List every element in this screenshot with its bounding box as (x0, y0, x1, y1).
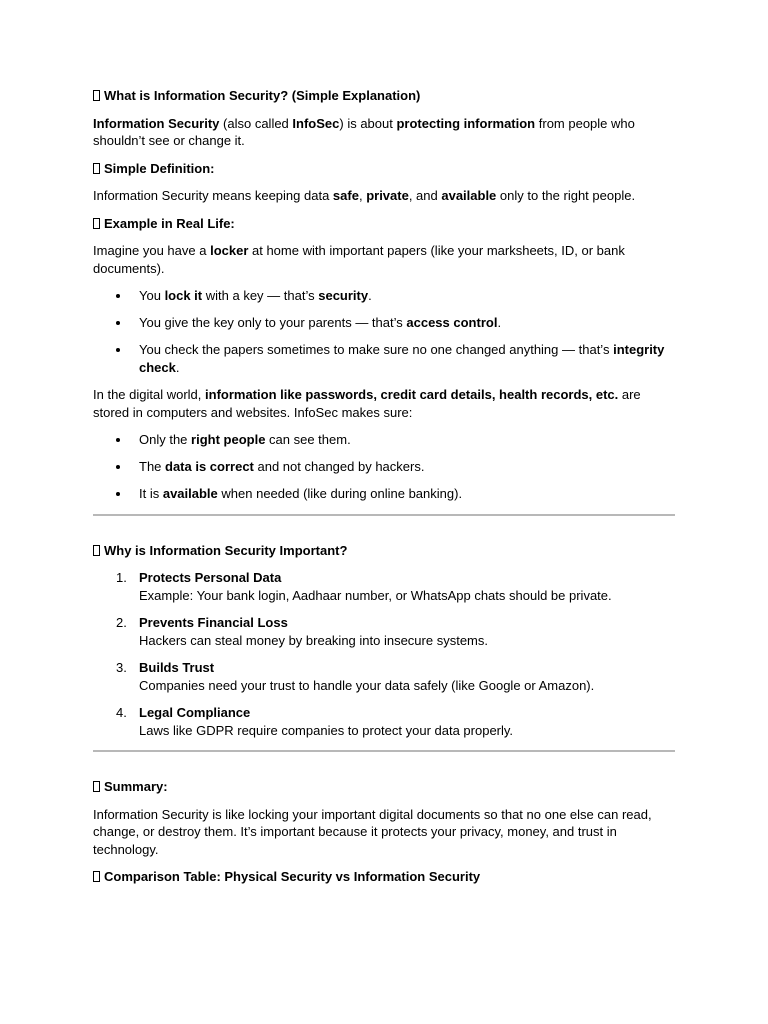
example-paragraph: Imagine you have a locker at home with important papers (like your marksheets, ID, or bank documents). (93, 243, 625, 276)
bullet-icon (116, 465, 120, 469)
missing-glyph-icon (93, 163, 100, 174)
horizontal-divider (93, 750, 675, 752)
list-item: 1. Protects Personal Data Example: Your bank login, Aadhaar number, or WhatsApp chats should be private. (116, 570, 612, 603)
intro-paragraph: Information Security (also called InfoSec) is about protecting information from people who shouldn’t see or change it. (93, 115, 635, 148)
what-heading: What is Information Security? (Simple Explanation) (93, 87, 675, 105)
list-item: 3. Builds Trust Companies need your trust to handle your data safely (like Google or Amazon). (116, 660, 595, 693)
missing-glyph-icon (93, 90, 100, 101)
summary-heading: Summary: (93, 778, 675, 796)
example-heading: Example in Real Life: (93, 215, 675, 233)
digital-bullet-list (93, 431, 675, 503)
list-item: The data is correct and not changed by hackers. (93, 458, 675, 476)
digital-paragraph: In the digital world, information like passwords, credit card details, health records, etc. are stored in computers and websites. InfoSec makes sure: (93, 387, 641, 420)
missing-glyph-icon (93, 218, 100, 229)
bullet-icon (116, 348, 120, 352)
list-item: 2. Prevents Financial Loss Hackers can steal money by breaking into insecure systems. (116, 615, 488, 648)
definition-paragraph: Information Security means keeping data safe, private, and available only to the right people. (93, 188, 636, 203)
bullet-icon (116, 321, 120, 325)
comparison-heading: Comparison Table: Physical Security vs Information Security (93, 868, 675, 886)
definition-heading: Simple Definition: (93, 160, 675, 178)
list-item: Only the right people can see them. (93, 431, 675, 449)
why-heading: Why is Information Security Important? (93, 542, 675, 560)
list-item: You give the key only to your parents — that’s access control. (93, 314, 675, 332)
list-item: It is available when needed (like during online banking). (93, 485, 675, 503)
bullet-icon (116, 492, 120, 496)
missing-glyph-icon (93, 871, 100, 882)
missing-glyph-icon (93, 545, 100, 556)
bullet-icon (116, 294, 120, 298)
locker-bullet-list (93, 287, 675, 376)
summary-paragraph: Information Security is like locking your important digital documents so that no one else can read, change, or destroy them. It’s important because it protects your privacy, money, and trust in technology. (93, 806, 652, 857)
list-item: 4. Legal Compliance Laws like GDPR require companies to protect your data properly. (116, 705, 514, 738)
horizontal-divider (93, 514, 675, 516)
reasons-numbered-list (93, 569, 675, 739)
bullet-icon (116, 438, 120, 442)
list-item: You lock it with a key — that’s security. (93, 287, 675, 305)
list-item: You check the papers sometimes to make sure no one changed anything — that’s integrity check. (93, 341, 675, 376)
document-body (93, 87, 675, 886)
missing-glyph-icon (93, 781, 100, 792)
